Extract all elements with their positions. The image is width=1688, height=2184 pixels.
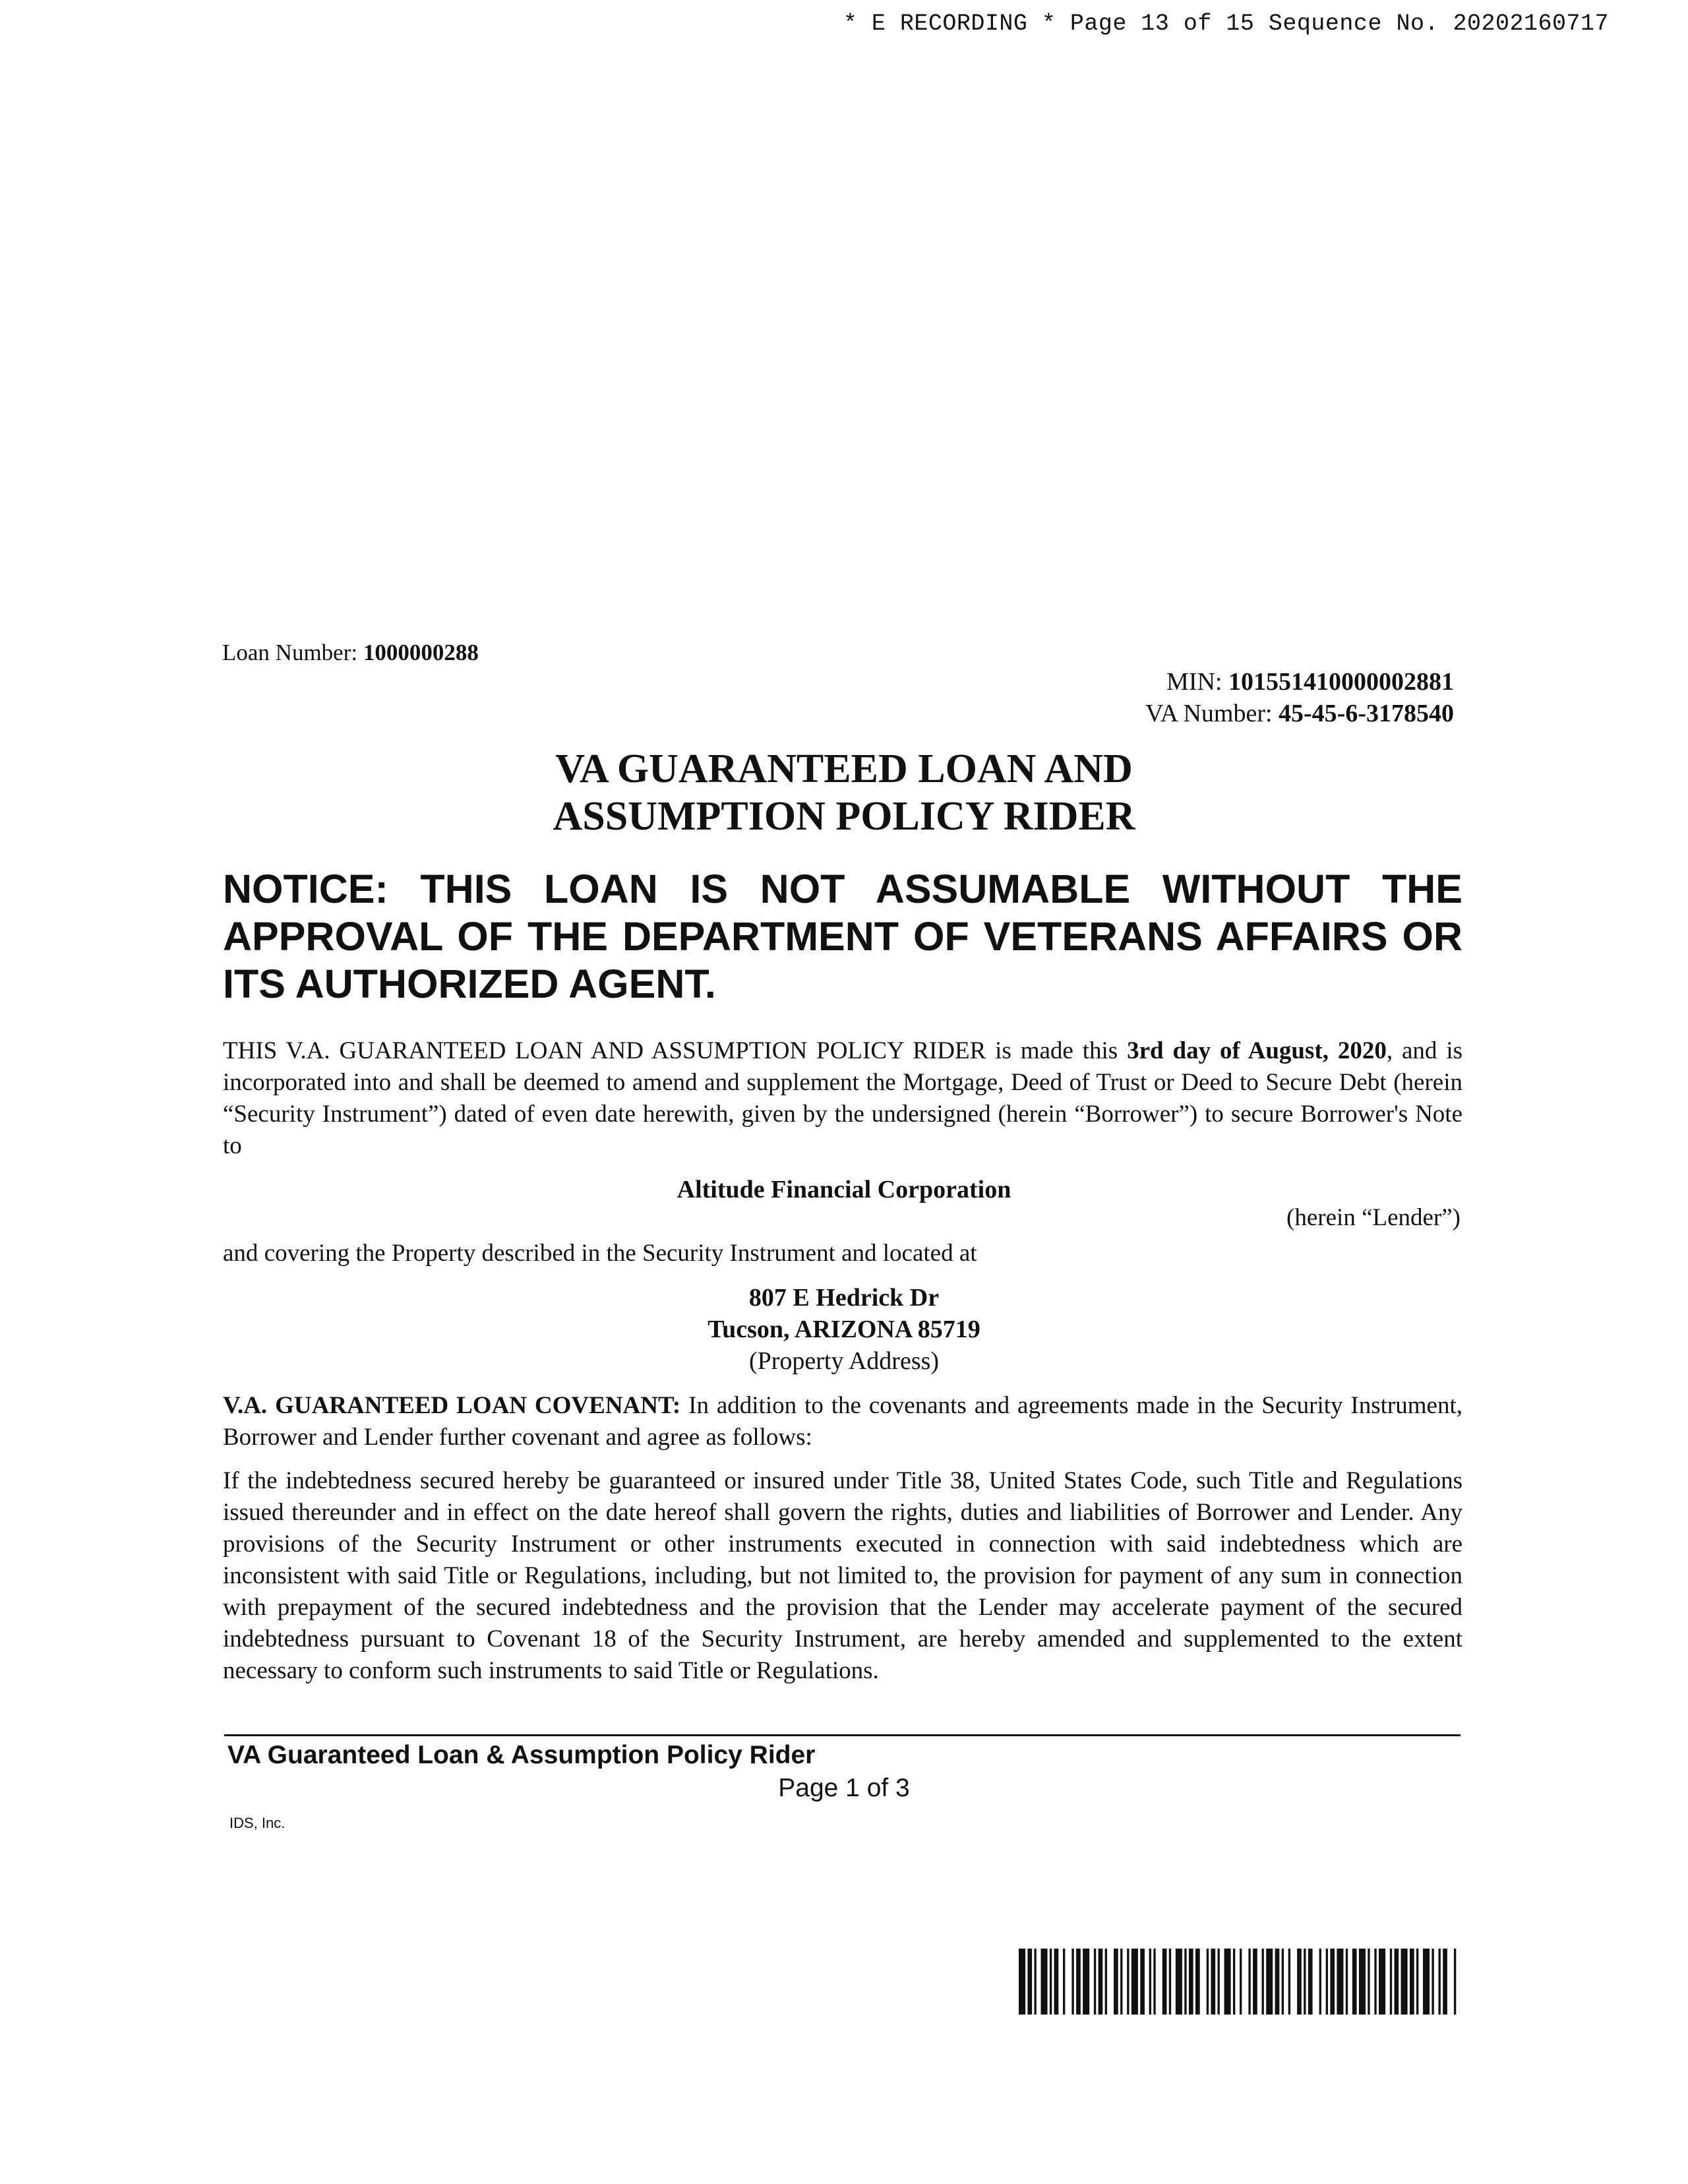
recording-header: * E RECORDING * Page 13 of 15 Sequence No. 20202160717 xyxy=(843,11,1609,37)
covenant-text: In addition to the covenants and agreements made in the Security Instrument, Borrower and Lender further covenant and agree as follows: xyxy=(223,1392,1462,1451)
barcode-bar xyxy=(1083,1949,1089,2015)
barcode-bar xyxy=(1308,1949,1313,2015)
intro-paragraph xyxy=(223,1035,1462,1162)
document-title xyxy=(0,745,1688,840)
covenant-paragraph xyxy=(223,1390,1462,1453)
barcode-bar xyxy=(1195,1949,1200,2015)
barcode-bar xyxy=(1374,1949,1376,2015)
barcode-bar xyxy=(1189,1949,1193,2015)
intro-text-end: , and is incorporated into and shall be deemed to amend and supplement the Mortgage, Deed of Trust or Deed to Secure Debt (herein “Security Instrument”) dated of even date herewith, given by the undersigned (herein “Borrower”) to secure Borrower's Note to xyxy=(223,1037,1463,1159)
min-label: MIN: xyxy=(1166,668,1222,696)
barcode-bar xyxy=(1275,1949,1280,2015)
barcode-bar xyxy=(1131,1949,1138,2015)
barcode-bar xyxy=(1253,1949,1257,2015)
page-indicator: Page 1 of 3 xyxy=(778,1774,910,1802)
min-line xyxy=(1145,666,1454,698)
barcode-bar xyxy=(1390,1949,1392,2015)
vendor-label: IDS, Inc. xyxy=(229,1815,286,1831)
document-title-line-1: VA GUARANTEED LOAN AND xyxy=(555,746,1133,791)
barcode-bar xyxy=(1071,1949,1073,2015)
barcode-bar xyxy=(1114,1949,1118,2015)
covenant-heading: V.A. GUARANTEED LOAN COVENANT: xyxy=(223,1392,681,1419)
barcode-bar xyxy=(1368,1949,1370,2015)
barcode-bar xyxy=(1304,1949,1306,2015)
property-city-state-zip: Tucson, ARIZONA 85719 xyxy=(708,1316,980,1343)
barcode-bar xyxy=(1162,1949,1167,2015)
barcode-bar xyxy=(1282,1949,1284,2015)
loan-number xyxy=(222,640,479,666)
barcode-bar xyxy=(1395,1949,1399,2015)
barcode-bar xyxy=(1352,1949,1357,2015)
loan-number-label: Loan Number: xyxy=(222,640,358,665)
barcode-bar xyxy=(1266,1949,1273,2015)
loan-number-value: 1000000288 xyxy=(363,640,479,665)
barcode-bar xyxy=(1041,1949,1048,2015)
footer-divider xyxy=(224,1734,1461,1736)
barcode-bar xyxy=(1337,1949,1343,2015)
barcode-bar xyxy=(1439,1949,1441,2015)
barcode-bar xyxy=(1319,1949,1321,2015)
barcode-bar xyxy=(1120,1949,1122,2015)
barcode-bar xyxy=(1127,1949,1129,2015)
barcode-bar xyxy=(1233,1949,1235,2015)
barcode-bar xyxy=(1410,1949,1414,2015)
barcode-bar xyxy=(1153,1949,1155,2015)
barcode-bar xyxy=(1034,1949,1036,2015)
intro-text-start: THIS V.A. GUARANTEED LOAN AND ASSUMPTION POLICY RIDER is made this xyxy=(223,1037,1128,1064)
barcode-bar xyxy=(1169,1949,1171,2015)
property-street: 807 E Hedrick Dr xyxy=(748,1284,940,1312)
va-number-value: 45-45-6-3178540 xyxy=(1279,700,1454,727)
barcode-bar xyxy=(1297,1949,1302,2015)
barcode-bar xyxy=(1330,1949,1335,2015)
barcode-bar xyxy=(1054,1949,1059,2015)
barcode-bar xyxy=(1454,1949,1456,2015)
rider-date: 3rd day of August, 2020 xyxy=(1127,1037,1387,1064)
lender-name: Altitude Financial Corporation xyxy=(677,1176,1011,1203)
barcode-bar xyxy=(1094,1949,1096,2015)
va-number-label: VA Number: xyxy=(1145,700,1273,727)
property-address-label: (Property Address) xyxy=(748,1347,940,1375)
barcode-bar xyxy=(1050,1949,1052,2015)
barcode-bar xyxy=(1359,1949,1366,2015)
barcode-bar xyxy=(1207,1949,1209,2015)
barcode-bar xyxy=(1401,1949,1408,2015)
va-number-line xyxy=(1145,698,1454,729)
barcode-bar xyxy=(1240,1949,1242,2015)
footer-title: VA Guaranteed Loan & Assumption Policy Rider xyxy=(227,1741,816,1769)
barcode-bar xyxy=(1432,1949,1433,2015)
barcode-bar xyxy=(1346,1949,1348,2015)
barcode-bar xyxy=(1416,1949,1418,2015)
barcode-bar xyxy=(1063,1949,1065,2015)
property-intro-text: and covering the Property described in the Security Instrument and located at xyxy=(223,1240,977,1267)
min-value: 101551410000002881 xyxy=(1228,668,1454,696)
barcode-bar xyxy=(1184,1949,1186,2015)
barcode-bar xyxy=(1423,1949,1430,2015)
assumption-notice: NOTICE: THIS LOAN IS NOT ASSUMABLE WITHOUT THE APPROVAL OF THE DEPARTMENT OF VETERANS AFFAIRS OR ITS AUTHORIZED AGENT. xyxy=(223,866,1462,1006)
barcode-bar xyxy=(1443,1949,1447,2015)
barcode-bar xyxy=(1176,1949,1182,2015)
barcode-icon xyxy=(1019,1949,1461,2015)
barcode-bar xyxy=(1218,1949,1220,2015)
document-title-line-2: ASSUMPTION POLICY RIDER xyxy=(553,794,1135,839)
barcode-bar xyxy=(1019,1949,1025,2015)
barcode-bar xyxy=(1076,1949,1081,2015)
barcode-bar xyxy=(1105,1949,1107,2015)
barcode-bar xyxy=(1099,1949,1103,2015)
barcode-bar xyxy=(1027,1949,1032,2015)
barcode-bar xyxy=(1211,1949,1215,2015)
barcode-bar xyxy=(1262,1949,1264,2015)
title-38-paragraph: If the indebtedness secured hereby be guaranteed or insured under Title 38, United States Code, such Title and Regulations issued thereunder and in effect on the date hereof shall govern the rights, duties and liabilities of Borrower and Lender. Any provisions of the Security Instrument or other instruments executed in connection with said indebtedness which are inconsistent with said Title or Regulations, including, but not limited to, the provision for payment of any sum in connection with prepayment of the secured indebtedness and the provision that the Lender may accelerate payment of the secured indebtedness pursuant to Covenant 18 of the Security Instrument, are hereby amended and supplemented to the extent necessary to conform such instruments to said Title or Regulations. xyxy=(223,1467,1462,1684)
barcode-bar xyxy=(1288,1949,1290,2015)
barcode-bar xyxy=(1149,1949,1151,2015)
barcode-bar xyxy=(1379,1949,1385,2015)
barcode-bar xyxy=(1326,1949,1328,2015)
barcode-bar xyxy=(1248,1949,1250,2015)
identifier-block xyxy=(1145,666,1454,729)
herein-lender-label: (herein “Lender”) xyxy=(1286,1204,1461,1231)
barcode-bar xyxy=(1224,1949,1231,2015)
barcode-bar xyxy=(1140,1949,1145,2015)
